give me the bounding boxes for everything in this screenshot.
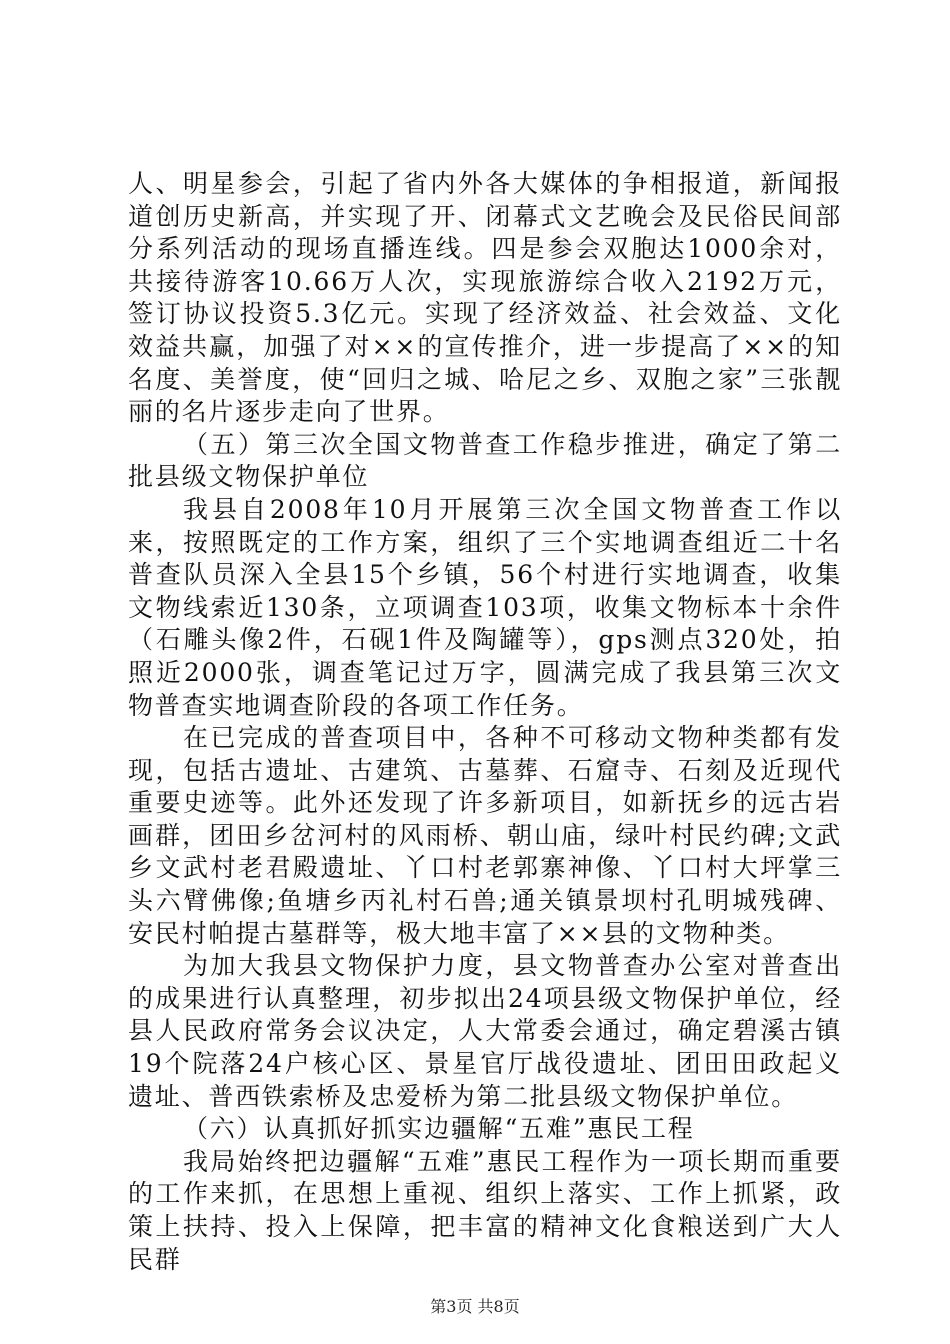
section-heading-6: （六）认真抓好抓实边疆解“五难”惠民工程	[183, 1114, 695, 1144]
document-body	[128, 168, 842, 1276]
paragraph-survey-work: 我县自2008年10月开展第三次全国文物普查工作以来，按照既定的工作方案，组织了三个实地调查组近二十名普查队员深入全县15个乡镇，56个村进行实地调查，收集文物线索近130条，立项调查103项，收集文物标本十余件（石雕头像2件，石砚1件及陶罐等），gps测点320处，拍照近2000张，调查笔记过万字，圆满完成了我县第三次文物普查实地调查阶段的各项工作任务。	[128, 494, 842, 720]
section-heading-5: （五）第三次全国文物普查工作稳步推进，确定了第二批县级文物保护单位	[128, 429, 842, 492]
page-number-footer: 第3页 共8页	[430, 1297, 520, 1316]
paragraph-five-difficulties: 我局始终把边疆解“五难”惠民工程作为一项长期而重要的工作来抓，在思想上重视、组织上落实、工作上抓紧，政策上扶持、投入上保障，把丰富的精神文化食粮送到广大人民群	[128, 1146, 842, 1274]
paragraph-protection-units: 为加大我县文物保护力度，县文物普查办公室对普查出的成果进行认真整理，初步拟出24项县级文物保护单位，经县人民政府常务会议决定，人大常委会通过，确定碧溪古镇19个院落24户核心区、景星官厅战役遗址、团田田政起义遗址、普西铁索桥及忠爱桥为第二批县级文物保护单位。	[128, 951, 842, 1111]
paragraph-continuation: 人、明星参会，引起了省内外各大媒体的争相报道，新闻报道创历史新高，并实现了开、闭幕式文艺晚会及民俗民间部分系列活动的现场直播连线。四是参会双胞达1000余对，共接待游客10.66万人次，实现旅游综合收入2192万元，签订协议投资5.3亿元。实现了经济效益、社会效益、文化效益共赢，加强了对××的宣传推介，进一步提高了××的知名度、美誉度，使“回归之城、哈尼之乡、双胞之家”三张靓丽的名片逐步走向了世界。	[128, 169, 842, 427]
paragraph-survey-findings: 在已完成的普查项目中，各种不可移动文物种类都有发现，包括古遗址、古建筑、古墓葬、石窟寺、石刻及近现代重要史迹等。此外还发现了许多新项目，如新抚乡的远古岩画群，团田乡岔河村的风雨桥、朝山庙，绿叶村民约碑;文武乡文武村老君殿遗址、丫口村老郭寨神像、丫口村大坪掌三头六臂佛像;鱼塘乡丙礼村石兽;通关镇景坝村孔明城残碑、安民村帕提古墓群等，极大地丰富了××县的文物种类。	[128, 723, 842, 948]
